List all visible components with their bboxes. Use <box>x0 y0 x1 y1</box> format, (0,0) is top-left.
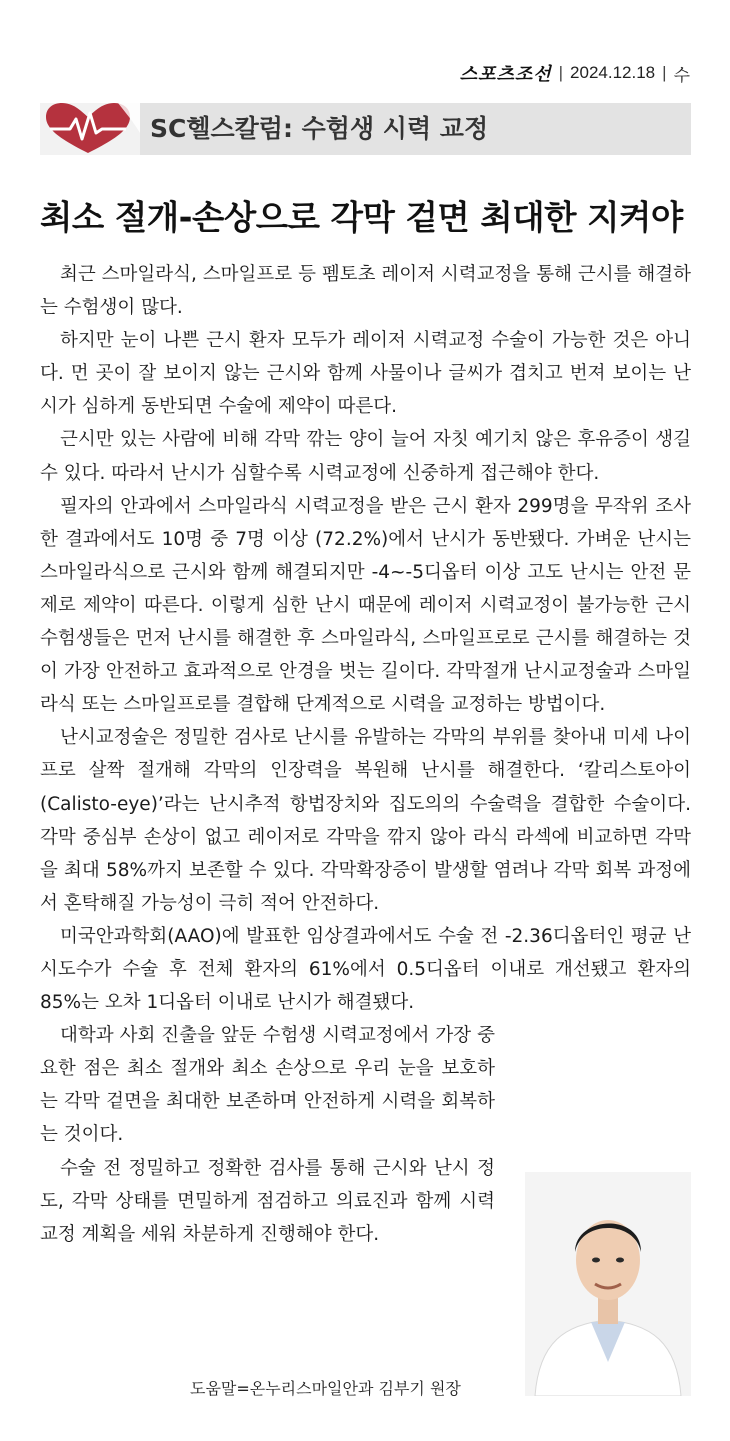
paragraph: 대학과 사회 진출을 앞둔 수험생 시력교정에서 가장 중요한 점은 최소 절개와 최소 손상으로 우리 눈을 보호하는 각막 겉면을 최대한 보존하며 안전하게 시력을 회복하는 것이다. <box>40 1025 495 1146</box>
doctor-photo <box>525 1172 691 1396</box>
heart-pulse-icon <box>40 103 140 155</box>
paragraph: 최근 스마일라식, 스마일프로 등 펨토초 레이저 시력교정을 통해 근시를 해결하는 수험생이 많다. <box>40 264 691 319</box>
publish-date: 2024.12.18 <box>570 63 656 82</box>
paragraph: 난시교정술은 정밀한 검사로 난시를 유발하는 각막의 부위를 찾아내 미세 나이프로 살짝 절개해 각막의 인장력을 복원해 난시를 해결한다. ‘칼리스토아이(Calisto-eye)’라는 난시추적 항법장치와 집도의의 수술력을 결합한 수술이다. 각막 중심부 손상이 없고 레이저로 각막을 깎지 않아 라식 라섹에 비교하면 각막을 최대 58%까지 보존할 수 있다. 각막확장증이 발생할 염려나 각막 회복 과정에서 혼탁해질 가능성이 극히 적어 안전하다. <box>40 727 691 914</box>
paragraph: 하지만 눈이 나쁜 근시 환자 모두가 레이저 시력교정 수술이 가능한 것은 아니다. 먼 곳이 잘 보이지 않는 근시와 함께 사물이나 글씨가 겹치고 번져 보이는 난시가 심하게 동반되면 수술에 제약이 따른다. <box>40 330 691 418</box>
masthead <box>460 60 690 86</box>
publish-weekday: 수 <box>673 65 690 85</box>
newspaper-logo: 스포츠조선 <box>459 64 552 85</box>
article-credit: 도움말=온누리스마일안과 김부기 원장 <box>190 1379 461 1398</box>
article-body <box>40 258 691 1251</box>
paragraph: 수술 전 정밀하고 정확한 검사를 통해 근시와 난시 정도, 각막 상태를 면밀하게 점검하고 의료진과 함께 시력교정 계획을 세워 차분하게 진행해야 한다. <box>40 1157 495 1245</box>
paragraph: 근시만 있는 사람에 비해 각막 깎는 양이 늘어 자칫 예기치 않은 후유증이 생길 수 있다. 따라서 난시가 심할수록 시력교정에 신중하게 접근해야 한다. <box>40 429 691 484</box>
headline: 최소 절개-손상으로 각막 겉면 최대한 지켜야 <box>40 198 683 237</box>
divider: | <box>558 63 564 82</box>
column-title: SC헬스칼럼: 수험생 시력 교정 <box>150 114 489 143</box>
column-banner <box>40 103 691 155</box>
divider: | <box>662 63 667 82</box>
paragraph: 미국안과학회(AAO)에 발표한 임상결과에서도 수술 전 -2.36디옵터인 평균 난시도수가 수술 후 전체 환자의 61%에서 0.5디옵터 이내로 개선됐고 환자의 85%는 오차 1디옵터 이내로 난시가 해결됐다. <box>40 925 691 1014</box>
paragraph: 필자의 안과에서 스마일라식 시력교정을 받은 근시 환자 299명을 무작위 조사한 결과에서도 10명 중 7명 이상 (72.2%)에서 난시가 동반됐다. 가벼운 난시는 스마일라식으로 근시와 함께 해결되지만 -4~-5디옵터 이상 고도 난시는 안전 문제로 제약이 따른다. 이렇게 심한 난시 때문에 레이저 시력교정이 불가능한 근시 수험생들은 먼저 난시를 해결한 후 스마일라식, 스마일프로로 근시를 해결하는 것이 가장 안전하고 효과적으로 안경을 벗는 길이다. 각막절개 난시교정술과 스마일라식 또는 스마일프로를 결합해 단계적으로 시력을 교정하는 방법이다. <box>40 495 691 716</box>
